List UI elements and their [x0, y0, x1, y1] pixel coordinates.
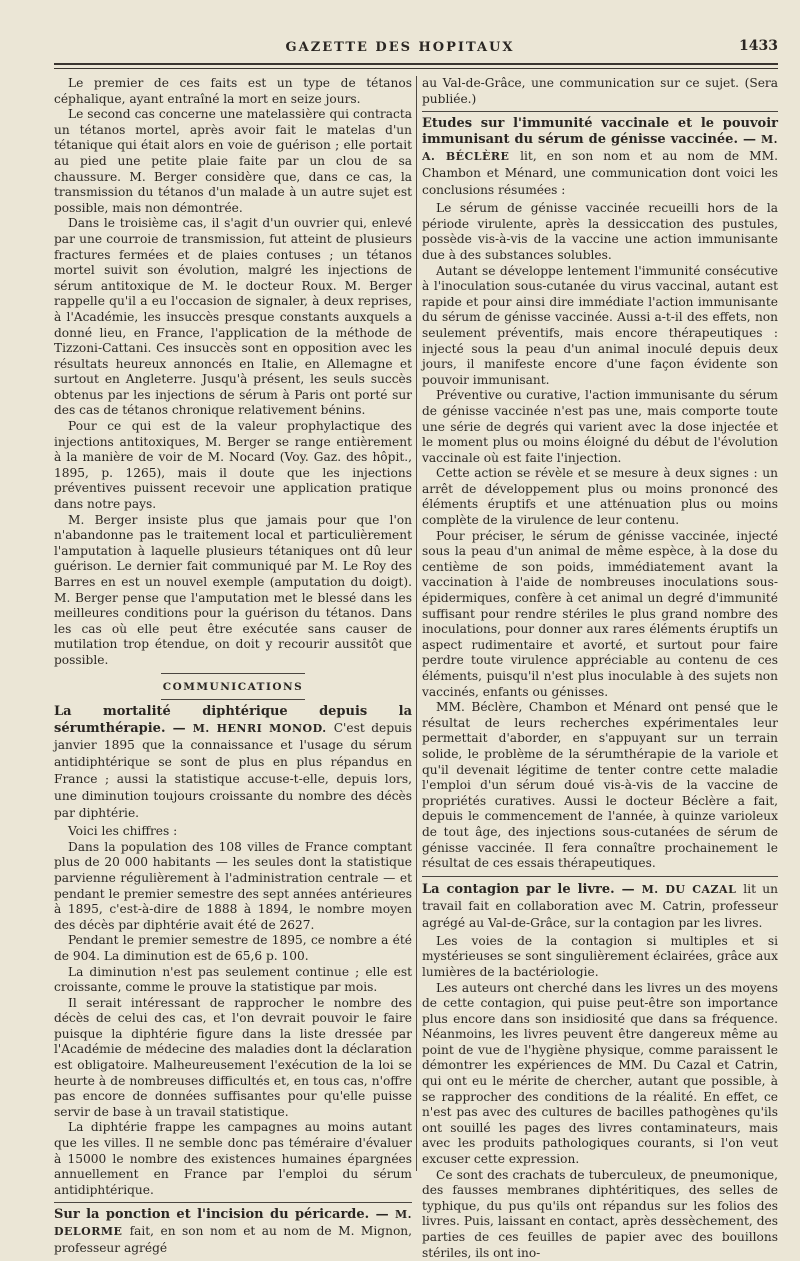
header-rule-thin [54, 68, 778, 69]
article-divider [422, 876, 778, 877]
paragraph: Voici les chiffres : [68, 824, 178, 839]
paragraph: Les auteurs ont cherché dans les livres un des moyens de cette contagion, qui puise peut-être son importance plus encore dans son insidiosité que dans sa fréquence. Néanmoins, les livres peuvent être dangereux même au point de vue de l'hygiène physique, comme paraissent le démontrer les expériences de MM. Du Cazal et Catrin, qui ont eu le mérite de chercher, autant que possible, à se rapprocher des conditions de la réalité. En effet, ce n'est pas avec des cultures de bacilles pathogènes qu'ils ont souillé les pages des livres contaminateurs, mais avec les produits pathologiques courants, si l'on veut excuser cette expression. [422, 980, 778, 1167]
article-lead: lit un travail fait en collaboration avec M. Catrin, professeur agrégé au Val-de-Grâce, sur la contagion par les livres. [422, 881, 778, 930]
paragraph: Pendant le premier semestre de 1895, ce nombre a été de 904. La diminution est de 65,6 p. 100. [54, 933, 412, 963]
article-heading [54, 704, 412, 822]
article-title: La mortalité diphtérique depuis la sérumthérapie. — [54, 704, 412, 737]
header-rule-thick [54, 63, 778, 65]
paragraph: au Val-de-Grâce, une communication sur ce sujet. (Sera publiée.) [422, 76, 778, 106]
column-divider [416, 76, 417, 1171]
article-heading [422, 116, 778, 199]
paragraph: Dans la population des 108 villes de France comptant plus de 20 000 habitants — les seules dont la statistique parvienne régulièrement à l'administration centrale — et pendant le premier semestre des sept années antérieures à 1895, c'est-à-dire de 1888 à 1894, le nombre moyen des décès par diphtérie avait été de 2627. [54, 839, 412, 932]
right-column [422, 76, 779, 1260]
article-divider [422, 111, 778, 112]
paragraph: Cette action se révèle et se mesure à deux signes : un arrêt de développement plus ou moins prononcé des éléments éruptifs et une atténuation plus ou moins complète de la virulence de leur contenu. [422, 466, 778, 528]
section-heading: COMMUNICATIONS [162, 680, 304, 693]
paragraph: Pour préciser, le sérum de génisse vaccinée, injecté sous la peau d'un animal de même espèce, à la dose du centième de son poids, immédiatement avant la vaccination à l'aide de nombreuses inoculations sous-épidermiques, confère à cet animal un degré d'immunité suffisant pour rendre stériles le plus grand nombre des inoculations, pour donner aux rares éléments éruptifs un aspect rudimentaire et avorté, et surtout pour faire perdre toute virulence appréciable au contenu de ces éléments, puisqu'il n'est plus inoculable à des sujets non vaccinés, enfants ou génisses. [422, 528, 778, 699]
article-lead: lit, en son nom et au nom de MM. Chambon et Ménard, une communication dont voici les conclusions résumées : [422, 149, 778, 198]
paragraph: Pour ce qui est de la valeur prophylactique des injections antitoxiques, M. Berger se range entièrement à la manière de voir de M. Nocard (Voy. Gaz. des hôpit., 1895, p. 1265), mais il doute que les injections préventives puissent recevoir une application pratique dans notre pays. [54, 419, 412, 512]
paragraph: Autant se développe lentement l'immunité consécutive à l'inoculation sous-cutanée du virus vaccinal, autant est rapide et pour ainsi dire immédiate l'action immunisante du sérum de génisse vaccinée. Aussi a-t-il des effets, non seulement préventifs, mais encore thérapeutiques : injecté sous la peau d'un animal inoculé depuis deux jours, il manifeste encore d'une façon évidente son pouvoir immunisant. [422, 263, 778, 387]
paragraph: MM. Béclère, Chambon et Ménard ont pensé que le résultat de leurs recherches expérimentales leur permettait d'aborder, en s'appuyant sur un terrain solide, le problème de la sérumthérapie de la variole et qu'il devenait légitime de tenter contre cette maladie l'emploi d'un sérum doué vis-à-vis de la vaccine de propriétés curatives. Aussi le docteur Béclère a fait, depuis le commencement de l'année, à quinze varioleux de tout âge, des injections sous-cutanées de sérum de génisse vaccinée. Il fera connaître prochainement le résultat de ces essais thérapeutiques. [422, 700, 778, 871]
article-title: Etudes sur l'immunité vaccinale et le pouvoir immunisant du sérum de génisse vaccinée. — [422, 116, 778, 148]
paragraph: Le premier de ces faits est un type de tétanos céphalique, ayant entraîné la mort en seize jours. [54, 76, 412, 106]
article-title: La contagion par le livre. — [422, 881, 635, 897]
paragraph: La diphtérie frappe les campagnes au moins autant que les villes. Il ne semble donc pas téméraire d'évaluer à 15000 le nombre des existences humaines épargnées annuellement en France par l'emploi du sérum antidiphtérique. [54, 1120, 412, 1197]
article-author: M. A. BÉCLÈRE [422, 133, 779, 164]
paragraph: La diminution n'est pas seulement continue ; elle est croissante, comme le prouve la statistique par mois. [54, 964, 412, 995]
paragraph: Il serait intéressant de rapprocher le nombre des décès de celui des cas, et l'on devrait pouvoir le faire puisque la diphtérie figure dans la liste dressée par l'Académie de médecine des maladies dont la déclaration est obligatoire. Malheureusement l'exécution de la loi se heurte à de nombreuses difficultés et, en tous cas, n'offre pas encore de données suffisantes pour qu'elle puisse servir de base à un travail statistique. [54, 995, 412, 1119]
article-author: M. HENRI MONOD. [192, 722, 327, 736]
article-lead: C'est depuis janvier 1895 que la connaissance et l'usage du sérum antidiphtérique se sont de plus en plus répandus en France ; aussi la statistique accuse-t-elle, depuis lors, une diminution toujours croissante du nombre des décès par diphtérie. [54, 721, 413, 821]
paragraph: Le sérum de génisse vaccinée recueilli hors de la période virulente, après la dessiccation des pustules, possède vis-à-vis de la vaccine une action immunisante due à des substances solubles. [422, 201, 778, 262]
section-divider [161, 699, 304, 700]
article-lead: fait, en son nom et au nom de M. Mignon, professeur agrégé [54, 1224, 413, 1256]
running-head [0, 38, 800, 58]
article-heading [422, 881, 778, 932]
article-author: M. DELORME [54, 1208, 413, 1239]
paragraph: M. Berger insiste plus que jamais pour que l'on n'abandonne pas le traitement local et particulièrement l'amputation à laquelle plusieurs tétaniques ont dû leur guérison. Le dernier fait communiqué par M. Le Roy des Barres en est un nouvel exemple (amputation du doigt). M. Berger pense que l'amputation met le blessé dans les meilleures conditions pour la guérison du tétanos. Dans les cas où elle peut être exécutée sans causer de mutilation trop étendue, on doit y recourir aussitôt que possible. [54, 512, 412, 667]
section-divider [161, 673, 304, 674]
paragraph: Dans le troisième cas, il s'agit d'un ouvrier qui, enlevé par une courroie de transmission, fut atteint de plusieurs fractures fermées et de plaies contuses ; un tétanos mortel suivit son évolution, malgré les injections de sérum antitoxique de M. le docteur Roux. M. Berger rappelle qu'il a eu l'occasion de signaler, à deux reprises, à l'Académie, les insuccès presque constants auxquels a donné lieu, en France, l'application de la méthode de Tizzoni-Cattani. Ces insuccès sont en opposition avec les résultats heureux annoncés en Italie, en Allemagne et surtout en Angleterre. Jusqu'à présent, les seuls succès obtenus par les injections de sérum à Paris ont porté sur des cas de tétanos chronique relativement bénins. [54, 216, 412, 418]
paragraph: Les voies de la contagion si multiples et si mystérieuses se sont singulièrement éclairées, grâce aux lumières de la bactériologie. [422, 933, 778, 979]
paragraph: Ce sont des crachats de tuberculeux, de pneumonique, des fausses membranes diphtéritiques, des selles de typhique, du pus qu'ils ont répandus sur les folios des livres. Puis, laissant en contact, après dessèchement, des parties de ces feuilles de papier avec des bouillons stériles, ils ont ino- [422, 1167, 778, 1260]
article-heading [54, 1207, 412, 1257]
journal-title: GAZETTE DES HOPITAUX [285, 40, 515, 55]
article-divider [54, 1202, 412, 1203]
paragraph: Préventive ou curative, l'action immunisante du sérum de génisse vaccinée n'est pas une, mais comporte toute une série de degrés qui varient avec la dose injectée et le moment plus ou moins éloigné du début de l'évolution vaccinale où est faite l'injection. [422, 388, 778, 465]
page-number: 1433 [739, 38, 778, 54]
left-column [54, 76, 413, 1256]
article-title: Sur la ponction et l'incision du péricarde. — [54, 1207, 389, 1223]
paragraph: Le second cas concerne une matelassière qui contracta un tétanos mortel, après avoir fait le matelas d'un tétanique qui était alors en voie de guérison ; elle portait au pied une petite plaie faite par un clou de sa chaussure. M. Berger considère que, dans ce cas, la transmission du tétanos d'un malade à un autre sujet est possible, mais non démontrée. [54, 107, 412, 215]
article-author: M. DU CAZAL [641, 882, 737, 896]
